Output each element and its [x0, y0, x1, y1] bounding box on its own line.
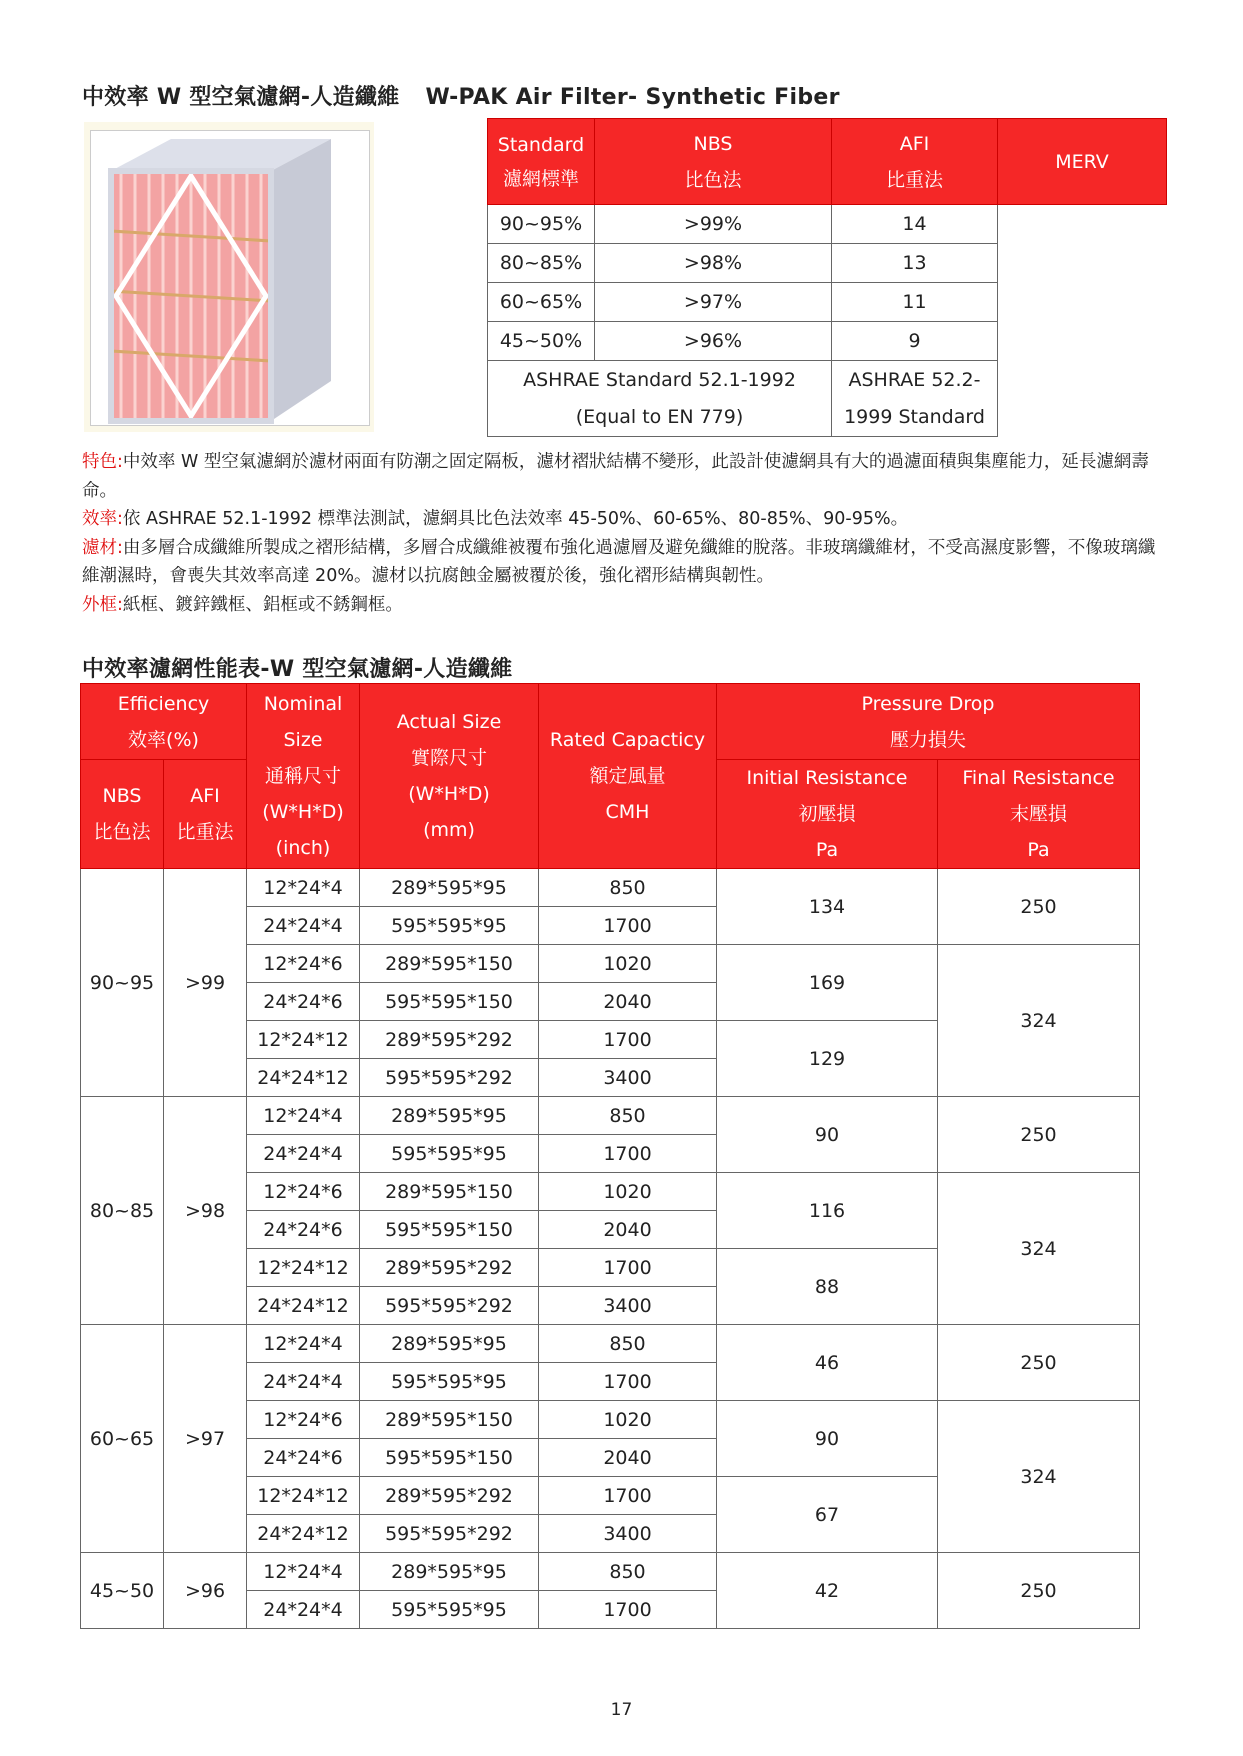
header-rated-capacity: [539, 684, 717, 869]
description-text: 中效率 W 型空氣濾網於濾材兩面有防潮之固定隔板，濾材褶狀結構不變形，此設計使濾網具有大的過濾面積與集塵能力，延長濾網壽命。: [82, 452, 1149, 501]
nbs-efficiency-cell: 80~85: [81, 1097, 164, 1325]
description-text: 由多層合成纖維所製成之褶形結構，多層合成纖維被覆布強化過濾層及避免纖維的脫落。非玻璃纖維材，不受高濕度影響，不像玻璃纖維潮濕時，會喪失其效率高達 20%。濾材以抗腐蝕金屬被覆於後，強化褶形結構與韌性。: [82, 537, 1156, 586]
nbs-cell: 45~50%: [488, 322, 595, 361]
nominal-size-cell: 24*24*6: [247, 983, 360, 1021]
initial-resistance-cell: 116: [717, 1173, 938, 1249]
final-resistance-cell: 324: [938, 945, 1140, 1097]
standard-label-zh: 濾網標準: [502, 167, 579, 190]
capacity-cell: 1020: [539, 1401, 717, 1439]
nominal-size-cell: 24*24*12: [247, 1515, 360, 1553]
header-text: 比色法: [684, 168, 742, 191]
afi-cell: >99%: [595, 205, 832, 244]
initial-resistance-cell: 129: [717, 1021, 938, 1097]
header-afi: [832, 119, 998, 205]
header-text: 比色法: [93, 821, 151, 843]
nominal-size-cell: 24*24*4: [247, 1135, 360, 1173]
description-paragraph: [82, 505, 1162, 534]
header-text: Nominal: [263, 693, 343, 715]
standard-row: [488, 322, 1167, 361]
note-text: ASHRAE 52.2-: [848, 368, 981, 391]
header-text: 壓力損失: [889, 728, 966, 751]
standard-row: [488, 283, 1167, 322]
header-text: Rated Capacticy: [549, 729, 706, 751]
nominal-size-cell: 24*24*6: [247, 1439, 360, 1477]
header-text: NBS: [693, 132, 733, 155]
afi-efficiency-cell: >99: [164, 869, 247, 1097]
description-paragraph: [82, 534, 1162, 591]
description-paragraph: [82, 591, 1162, 620]
actual-size-cell: 289*595*95: [360, 869, 539, 907]
capacity-cell: 1700: [539, 1477, 717, 1515]
header-text: (inch): [275, 837, 331, 859]
afi-efficiency-cell: >98: [164, 1097, 247, 1325]
nominal-size-cell: 24*24*12: [247, 1287, 360, 1325]
feature-description: [82, 448, 1162, 619]
header-pressure-drop: [717, 684, 1140, 760]
header-text: (W*H*D): [262, 801, 344, 823]
final-resistance-cell: 250: [938, 1325, 1140, 1401]
actual-size-cell: 595*595*95: [360, 1135, 539, 1173]
capacity-cell: 1700: [539, 1363, 717, 1401]
description-text: 依 ASHRAE 52.1-1992 標準法測試，濾網具比色法效率 45-50%、60-65%、80-85%、90-95%。: [122, 509, 909, 529]
afi-cell: >97%: [595, 283, 832, 322]
capacity-cell: 1700: [539, 907, 717, 945]
capacity-cell: 850: [539, 1097, 717, 1135]
header-actual-size: [360, 684, 539, 869]
description-key: 濾材:: [82, 537, 123, 558]
nominal-size-cell: 12*24*4: [247, 1553, 360, 1591]
actual-size-cell: 289*595*95: [360, 1553, 539, 1591]
table-row: [81, 1325, 1140, 1363]
header-text: (W*H*D): [408, 783, 490, 805]
header-text: (mm): [423, 819, 475, 841]
nbs-efficiency-cell: 90~95: [81, 869, 164, 1097]
description-key: 效率:: [82, 509, 123, 529]
nominal-size-cell: 12*24*12: [247, 1477, 360, 1515]
standard-row: [488, 205, 1167, 244]
capacity-cell: 850: [539, 1553, 717, 1591]
header-nbs: [81, 760, 164, 869]
ashrae-52-1-note: [488, 361, 832, 437]
standard-row-header: [488, 119, 595, 205]
initial-resistance-cell: 90: [717, 1401, 938, 1477]
nominal-size-cell: 24*24*4: [247, 907, 360, 945]
actual-size-cell: 595*595*95: [360, 1363, 539, 1401]
header-text: Efficiency: [117, 692, 210, 715]
header-text: Size: [283, 729, 323, 751]
header-text: 額定風量: [589, 765, 666, 787]
capacity-cell: 850: [539, 1325, 717, 1363]
nbs-cell: 80~85%: [488, 244, 595, 283]
actual-size-cell: 289*595*150: [360, 1401, 539, 1439]
final-resistance-cell: 324: [938, 1401, 1140, 1553]
capacity-cell: 1020: [539, 945, 717, 983]
capacity-cell: 3400: [539, 1515, 717, 1553]
nominal-size-cell: 12*24*6: [247, 1173, 360, 1211]
initial-resistance-cell: 169: [717, 945, 938, 1021]
note-text: (Equal to EN 779): [575, 405, 744, 428]
merv-cell: 9: [832, 322, 998, 361]
capacity-cell: 850: [539, 869, 717, 907]
filter-standard-table: [487, 118, 1167, 437]
header-text: 末壓損: [1009, 803, 1067, 825]
actual-size-cell: 289*595*95: [360, 1097, 539, 1135]
actual-size-cell: 289*595*292: [360, 1021, 539, 1059]
ashrae-52-2-note: [832, 361, 998, 437]
final-resistance-cell: 250: [938, 1553, 1140, 1629]
nbs-efficiency-cell: 60~65: [81, 1325, 164, 1553]
actual-size-cell: 289*595*150: [360, 1173, 539, 1211]
initial-resistance-cell: 134: [717, 869, 938, 945]
initial-resistance-cell: 42: [717, 1553, 938, 1629]
header-nbs: [595, 119, 832, 205]
title-en: W-PAK Air Filter- Synthetic Fiber: [425, 85, 840, 110]
merv-cell: 11: [832, 283, 998, 322]
header-text: Initial Resistance: [746, 767, 908, 789]
actual-size-cell: 289*595*95: [360, 1325, 539, 1363]
description-key: 外框:: [82, 594, 123, 615]
actual-size-cell: 595*595*150: [360, 1439, 539, 1477]
header-text: 通稱尺寸: [264, 765, 341, 787]
page-title: [82, 80, 840, 111]
merv-cell: 13: [832, 244, 998, 283]
header-text: Final Resistance: [962, 767, 1115, 789]
capacity-cell: 1700: [539, 1249, 717, 1287]
nominal-size-cell: 24*24*6: [247, 1211, 360, 1249]
capacity-cell: 3400: [539, 1287, 717, 1325]
description-key: 特色:: [82, 452, 123, 472]
header-text: 比重法: [176, 821, 234, 843]
title-zh: 中效率 W 型空氣濾網-人造纖維: [82, 85, 400, 110]
standard-row: [488, 244, 1167, 283]
actual-size-cell: 595*595*292: [360, 1287, 539, 1325]
capacity-cell: 1020: [539, 1173, 717, 1211]
actual-size-cell: 595*595*292: [360, 1515, 539, 1553]
afi-cell: >98%: [595, 244, 832, 283]
header-afi: [164, 760, 247, 869]
nominal-size-cell: 24*24*4: [247, 1591, 360, 1629]
capacity-cell: 2040: [539, 983, 717, 1021]
nbs-cell: 90~95%: [488, 205, 595, 244]
final-resistance-cell: 324: [938, 1173, 1140, 1325]
standard-label: Standard: [497, 133, 585, 156]
actual-size-cell: 289*595*150: [360, 945, 539, 983]
header-text: NBS: [102, 785, 142, 807]
nbs-efficiency-cell: 45~50: [81, 1553, 164, 1629]
nominal-size-cell: 12*24*4: [247, 1325, 360, 1363]
afi-efficiency-cell: >97: [164, 1325, 247, 1553]
initial-resistance-cell: 67: [717, 1477, 938, 1553]
header-text: Pressure Drop: [861, 692, 995, 715]
note-text: ASHRAE Standard 52.1-1992: [523, 368, 796, 391]
nominal-size-cell: 12*24*12: [247, 1021, 360, 1059]
actual-size-cell: 595*595*95: [360, 907, 539, 945]
note-text: 1999 Standard: [844, 405, 985, 428]
actual-size-cell: 595*595*95: [360, 1591, 539, 1629]
nominal-size-cell: 12*24*6: [247, 1401, 360, 1439]
final-resistance-cell: 250: [938, 1097, 1140, 1173]
header-text: 實際尺寸: [410, 747, 487, 769]
header-text: Pa: [1027, 839, 1050, 861]
header-text: AFI: [190, 785, 220, 807]
initial-resistance-cell: 46: [717, 1325, 938, 1401]
actual-size-cell: 595*595*292: [360, 1059, 539, 1097]
performance-table-title: 中效率濾網性能表-W 型空氣濾網-人造纖維: [82, 657, 513, 682]
table-row: [81, 1553, 1140, 1591]
header-efficiency: [81, 684, 247, 760]
nbs-cell: 60~65%: [488, 283, 595, 322]
page-number: 17: [610, 1700, 633, 1720]
capacity-cell: 2040: [539, 1439, 717, 1477]
capacity-cell: 1700: [539, 1135, 717, 1173]
actual-size-cell: 289*595*292: [360, 1477, 539, 1515]
initial-resistance-cell: 90: [717, 1097, 938, 1173]
initial-resistance-cell: 88: [717, 1249, 938, 1325]
afi-cell: >96%: [595, 322, 832, 361]
capacity-cell: 3400: [539, 1059, 717, 1097]
capacity-cell: 1700: [539, 1021, 717, 1059]
header-text: Actual Size: [396, 711, 502, 733]
header-merv: MERV: [998, 119, 1167, 205]
table-row: [81, 869, 1140, 907]
header-nominal-size: [247, 684, 360, 869]
description-paragraph: [82, 448, 1162, 505]
capacity-cell: 1700: [539, 1591, 717, 1629]
merv-cell: 14: [832, 205, 998, 244]
capacity-cell: 2040: [539, 1211, 717, 1249]
header-final-resistance: [938, 760, 1140, 869]
actual-size-cell: 289*595*292: [360, 1249, 539, 1287]
nominal-size-cell: 12*24*4: [247, 1097, 360, 1135]
actual-size-cell: 595*595*150: [360, 1211, 539, 1249]
header-text: 初壓損: [798, 803, 856, 825]
table-row: [81, 1097, 1140, 1135]
afi-efficiency-cell: >96: [164, 1553, 247, 1629]
header-text: Pa: [815, 839, 839, 861]
nominal-size-cell: 12*24*4: [247, 869, 360, 907]
nominal-size-cell: 24*24*4: [247, 1363, 360, 1401]
filter-product-photo: [84, 122, 374, 432]
nominal-size-cell: 12*24*12: [247, 1249, 360, 1287]
header-initial-resistance: [717, 760, 938, 869]
header-text: 效率(%): [128, 728, 199, 751]
header-text: 比重法: [885, 168, 943, 191]
final-resistance-cell: 250: [938, 869, 1140, 945]
header-text: AFI: [899, 132, 930, 155]
nominal-size-cell: 12*24*6: [247, 945, 360, 983]
header-text: CMH: [605, 801, 650, 823]
nominal-size-cell: 24*24*12: [247, 1059, 360, 1097]
description-text: 紙框、鍍鋅鐵框、鋁框或不銹鋼框。: [122, 594, 403, 615]
performance-table: [80, 683, 1140, 1629]
actual-size-cell: 595*595*150: [360, 983, 539, 1021]
